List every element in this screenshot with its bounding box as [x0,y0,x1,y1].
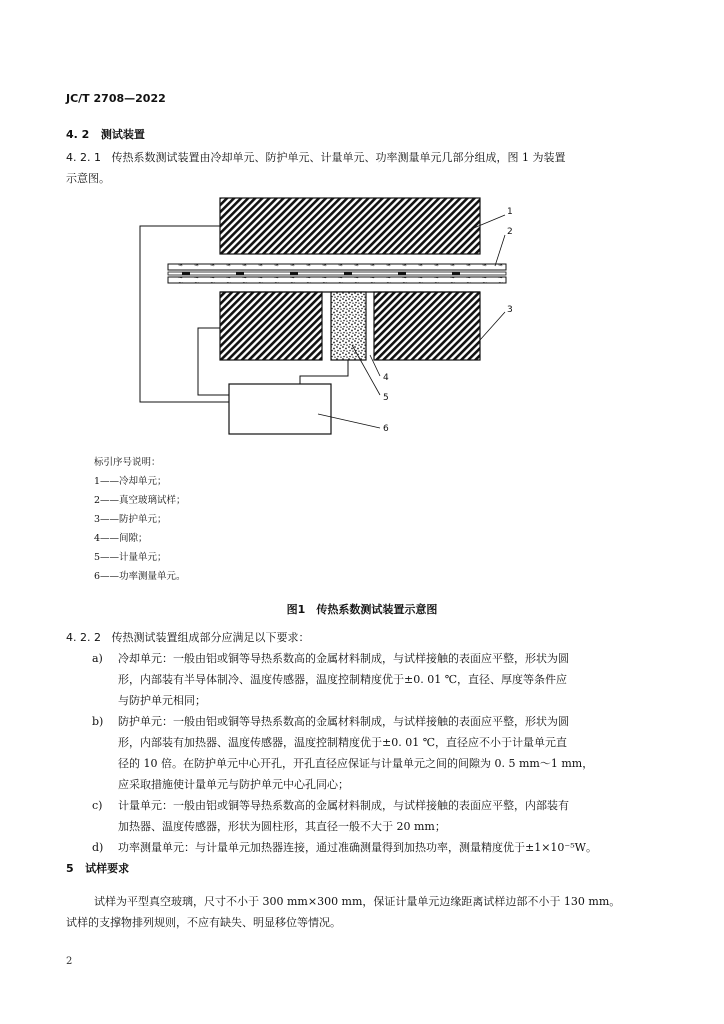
clause-text-line: 示意图。 [66,172,110,185]
section-5-heading [66,860,129,876]
item-line: 计量单元：一般由铝或铜等导热系数高的金属材料制成，与试样接触的表面应平整，内部装有 [118,799,569,812]
section-title: 试样要求 [85,862,130,875]
callout-3: 3 [507,305,513,315]
clause-number: 4. 2. 1 [66,151,101,164]
callout-5: 5 [383,393,389,403]
legend-item: 3——防护单元； [94,514,167,525]
document-number: JC/T 2708—2022 [66,92,166,105]
callout-6: 6 [383,424,389,434]
requirement-item-b [92,711,692,795]
item-label: c) [92,799,103,812]
clause-4-2-2-intro [66,627,309,648]
section-title: 测试装置 [100,128,145,141]
legend-title: 标引序号说明： [94,457,161,468]
section-number: 4. 2 [66,128,90,141]
item-line: 与防护单元相同； [118,694,206,707]
section-5-body [66,891,686,933]
glass-sample [168,264,506,283]
item-label: b) [92,715,104,728]
section-number: 5 [66,862,74,875]
clause-text: 传热测试装置组成部分应满足以下要求： [111,631,310,644]
legend-item: 1——冷却单元； [94,476,167,487]
legend-item: 5——计量单元； [94,552,167,563]
item-line: 形，内部装有加热器、温度传感器，温度控制精度优于±0. 01 ℃，直径应不小于计量单元直 [118,736,568,749]
figure-caption: 图1 传热系数测试装置示意图 [286,603,438,616]
callout-4: 4 [383,373,389,383]
page-number: 2 [66,956,73,967]
item-line: 形，内部装有半导体制冷、温度传感器，温度控制精度优于±0. 01 ℃，直径、厚度等条件应 [118,673,568,686]
item-label: a) [92,652,103,665]
figure-legend [94,453,186,586]
requirement-list [92,648,692,858]
clause-number: 4. 2. 2 [66,631,101,644]
requirement-item-c [92,795,692,837]
item-line: 应采取措施使计量单元与防护单元中心孔同心； [118,778,349,791]
clause-4-2-1 [66,147,676,189]
item-line: 径的 10 倍。在防护单元中心开孔，开孔直径应保证与计量单元之间的间隙为 0. 5 mm～1 mm， [118,757,594,770]
guard-unit-right [374,292,480,360]
item-body [118,795,569,837]
power-measurement-box [229,384,331,434]
item-body [118,711,593,795]
item-body [118,837,597,858]
legend-item: 4——间隙； [94,533,148,544]
legend-item: 2——真空玻璃试样； [94,495,186,506]
metering-unit-block [331,292,366,360]
requirement-item-d [92,837,692,858]
requirement-item-a [92,648,692,711]
figure-1-schematic [0,190,724,440]
callout-2: 2 [507,227,513,237]
cooling-unit-block [220,198,480,254]
body-line: 试样的支撑物排列规则，不应有缺失、明显移位等情况。 [66,916,341,929]
legend-item: 6——功率测量单元。 [94,571,186,582]
callout-1: 1 [507,207,513,217]
section-4-2-heading [66,126,145,142]
item-label: d) [92,841,104,854]
guard-unit-left [220,292,322,360]
item-line: 功率测量单元：与计量单元加热器连接，通过准确测量得到加热功率，测量精度优于±1×10⁻⁵W。 [118,841,597,854]
wire-cooling [140,226,229,402]
item-line: 防护单元：一般由铝或铜等导热系数高的金属材料制成，与试样接触的表面应平整，形状为圆 [118,715,569,728]
item-line: 加热器、温度传感器，形状为圆柱形，其直径一般不大于 20 mm； [118,820,446,833]
wire-metering [300,360,348,384]
clause-text-line: 传热系数测试装置由冷却单元、防护单元、计量单元、功率测量单元几部分组成，图 1 为装置 [111,151,566,164]
item-line: 冷却单元：一般由铝或铜等导热系数高的金属材料制成，与试样接触的表面应平整，形状为圆 [118,652,569,665]
body-line: 试样为平型真空玻璃，尺寸不小于 300 mm×300 mm，保证计量单元边缘距离试样边部不小于 130 mm。 [94,895,621,908]
item-body [118,648,569,711]
